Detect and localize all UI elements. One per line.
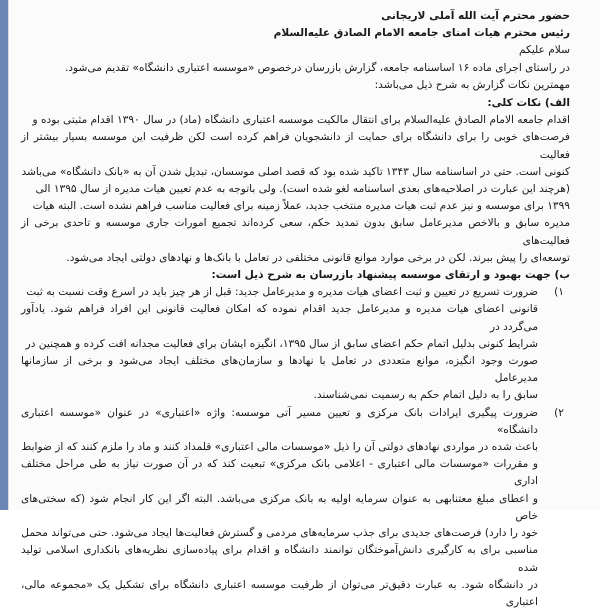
- paragraph-line: مدیره سابق و بالاخص مدیرعامل سابق بدون تمدید حکم، سعی کرده‌اند تجمیع امورات جاری موسسه و تاحدی برخی از فعالیت‌های: [21, 217, 570, 247]
- section-b-title: ب) جهت بهبود و ارتقای موسسه پیشنهاد بازرسان به شرح ذیل است:: [211, 269, 570, 282]
- document-body: [21, 8, 570, 611]
- paragraph-line: اقدام جامعه الامام الصادق علیه‌السلام برای انتقال مالکیت موسسه اعتباری دانشگاه (ماد) در سال ۱۳۹۰ اقدام مثبتی بوده و: [32, 114, 570, 127]
- document-page: [8, 0, 600, 608]
- item-line: مناسبی برای به کارگیری دانش‌آموختگان توانمند دانشگاه و اقدام برای پیاده‌سازی نظریه‌های بانکداری اسلامی تولید شده: [21, 544, 538, 574]
- item-line: در دانشگاه شود. به عبارت دقیق‌تر می‌توان از ظرفیت موسسه اعتباری دانشگاه برای تشکیل یک «مجموعه مالی، اعتباری: [21, 578, 538, 608]
- item-line: قانونی اعضای هیات مدیره و مدیرعامل جدید اقدام نموده که امکان فعالیت قانونی این افراد فراهم شود. یادآور می‌گردد در: [21, 303, 538, 333]
- list-item-1: [21, 284, 570, 404]
- item-line: خود را دارد) فرصت‌های جدیدی برای جذب سرمایه‌های مردمی و گسترش فعالیت‌ها ایجاد می‌شود. حتی می‌تواند محمل: [21, 527, 538, 540]
- item-line: و مقررات «موسسات مالی اعتباری - اعلامی بانک مرکزی» تبعیت کند که در آن صورت نیاز به طی مراحل مختلف اداری: [21, 458, 538, 488]
- intro-line-1: در راستای اجرای ماده ۱۶ اساسنامه جامعه، گزارش بازرسان درخصوص «موسسه اعتباری دانشگاه» تقدیم می‌شود.: [64, 61, 570, 74]
- greeting: سلام علیکم: [518, 44, 570, 57]
- paragraph-line: (هرچند این عبارت در اصلاحیه‌های بعدی اساسنامه لغو شده است). ولی باتوجه به عدم تعیین هیات مدیره از سال ۱۳۹۵ الی: [35, 183, 570, 196]
- section-a-paragraph: [21, 112, 570, 267]
- salutation-line-1: حضور محترم آیت الله آملی لاریجانی: [381, 10, 570, 22]
- section-a-title: الف) نکات کلی:: [487, 97, 570, 110]
- paragraph-line: توسعه‌ای را پیش ببرند. لکن در برخی موارد موانع قانونی مختلفی در تعامل با بانک‌ها و نهادهای دولتی ایجاد می‌شود.: [66, 251, 570, 264]
- item-line: سابق را به دلیل اتمام حکم به رسمیت نمی‌شناسند.: [313, 389, 538, 402]
- item-line: ضرورت پیگیری ایرادات بانک مرکزی و تعیین مسیر آتی موسسه: واژه «اعتباری» در عنوان «موسسه اعتباری دانشگاه»: [21, 406, 538, 436]
- item-line: باعث شده در مواردی نهادهای دولتی آن را ذیل «موسسات مالی اعتباری» قلمداد کنند و ماد را ملزم کنند که از ضوابط: [21, 441, 538, 454]
- intro-line-2: مهمترین نکات گزارش به شرح ذیل می‌باشد:: [374, 78, 570, 91]
- paragraph-line: فرصت‌های خوبی را برای دانشگاه برای حمایت از دانشجویان فراهم کرده است لکن ظرفیت این موسسه بسیار بیشتر از فعالیت: [21, 131, 570, 161]
- salutation-line-2: رئیس محترم هیات امنای جامعه الامام الصادق علیه‌السلام: [273, 27, 570, 40]
- paragraph-line: ۱۳۹۹ برای موسسه و نیز عدم ثبت هیات مدیره منتخب جدید، عملاً زمینه برای فعالیت مناسب فراهم نشده است. البته هیات: [32, 200, 570, 213]
- item-line: شرایط کنونی بدلیل اتمام حکم اعضای سابق از سال ۱۳۹۵، انگیزه ایشان برای فعالیت مجدانه افت کرده و همچنین در: [25, 337, 538, 350]
- item-line: ضرورت تسریع در تعیین و ثبت اعضای هیات مدیره و مدیرعامل جدید: قبل از هر چیز باید در اسرع وقت نسبت به ثبت: [26, 286, 538, 299]
- paragraph-line: کنونی است. حتی در اساسنامه سال ۱۳۴۳ تاکید شده بود که قصد اصلی موسسان، تبدیل شدن آن به «بانک دانشگاه» می‌باشد: [21, 165, 570, 178]
- item-line: و اعطای مبلغ معتنابهی به عنوان سرمایه اولیه به بانک مرکزی می‌باشد. البته اگر این کار انجام شود (که سختی‌های خاص: [21, 492, 538, 522]
- left-border-bar: [0, 0, 8, 510]
- item-line: صورت وجود انگیزه، موانع متعددی در تعامل با نهادها و سازمان‌های مختلف ایجاد می‌شود و برخی از سازمانها مدیرعامل: [21, 355, 538, 385]
- list-item-2: [21, 405, 570, 611]
- item-number: ۲): [554, 406, 564, 419]
- item-number: ۱): [554, 286, 564, 299]
